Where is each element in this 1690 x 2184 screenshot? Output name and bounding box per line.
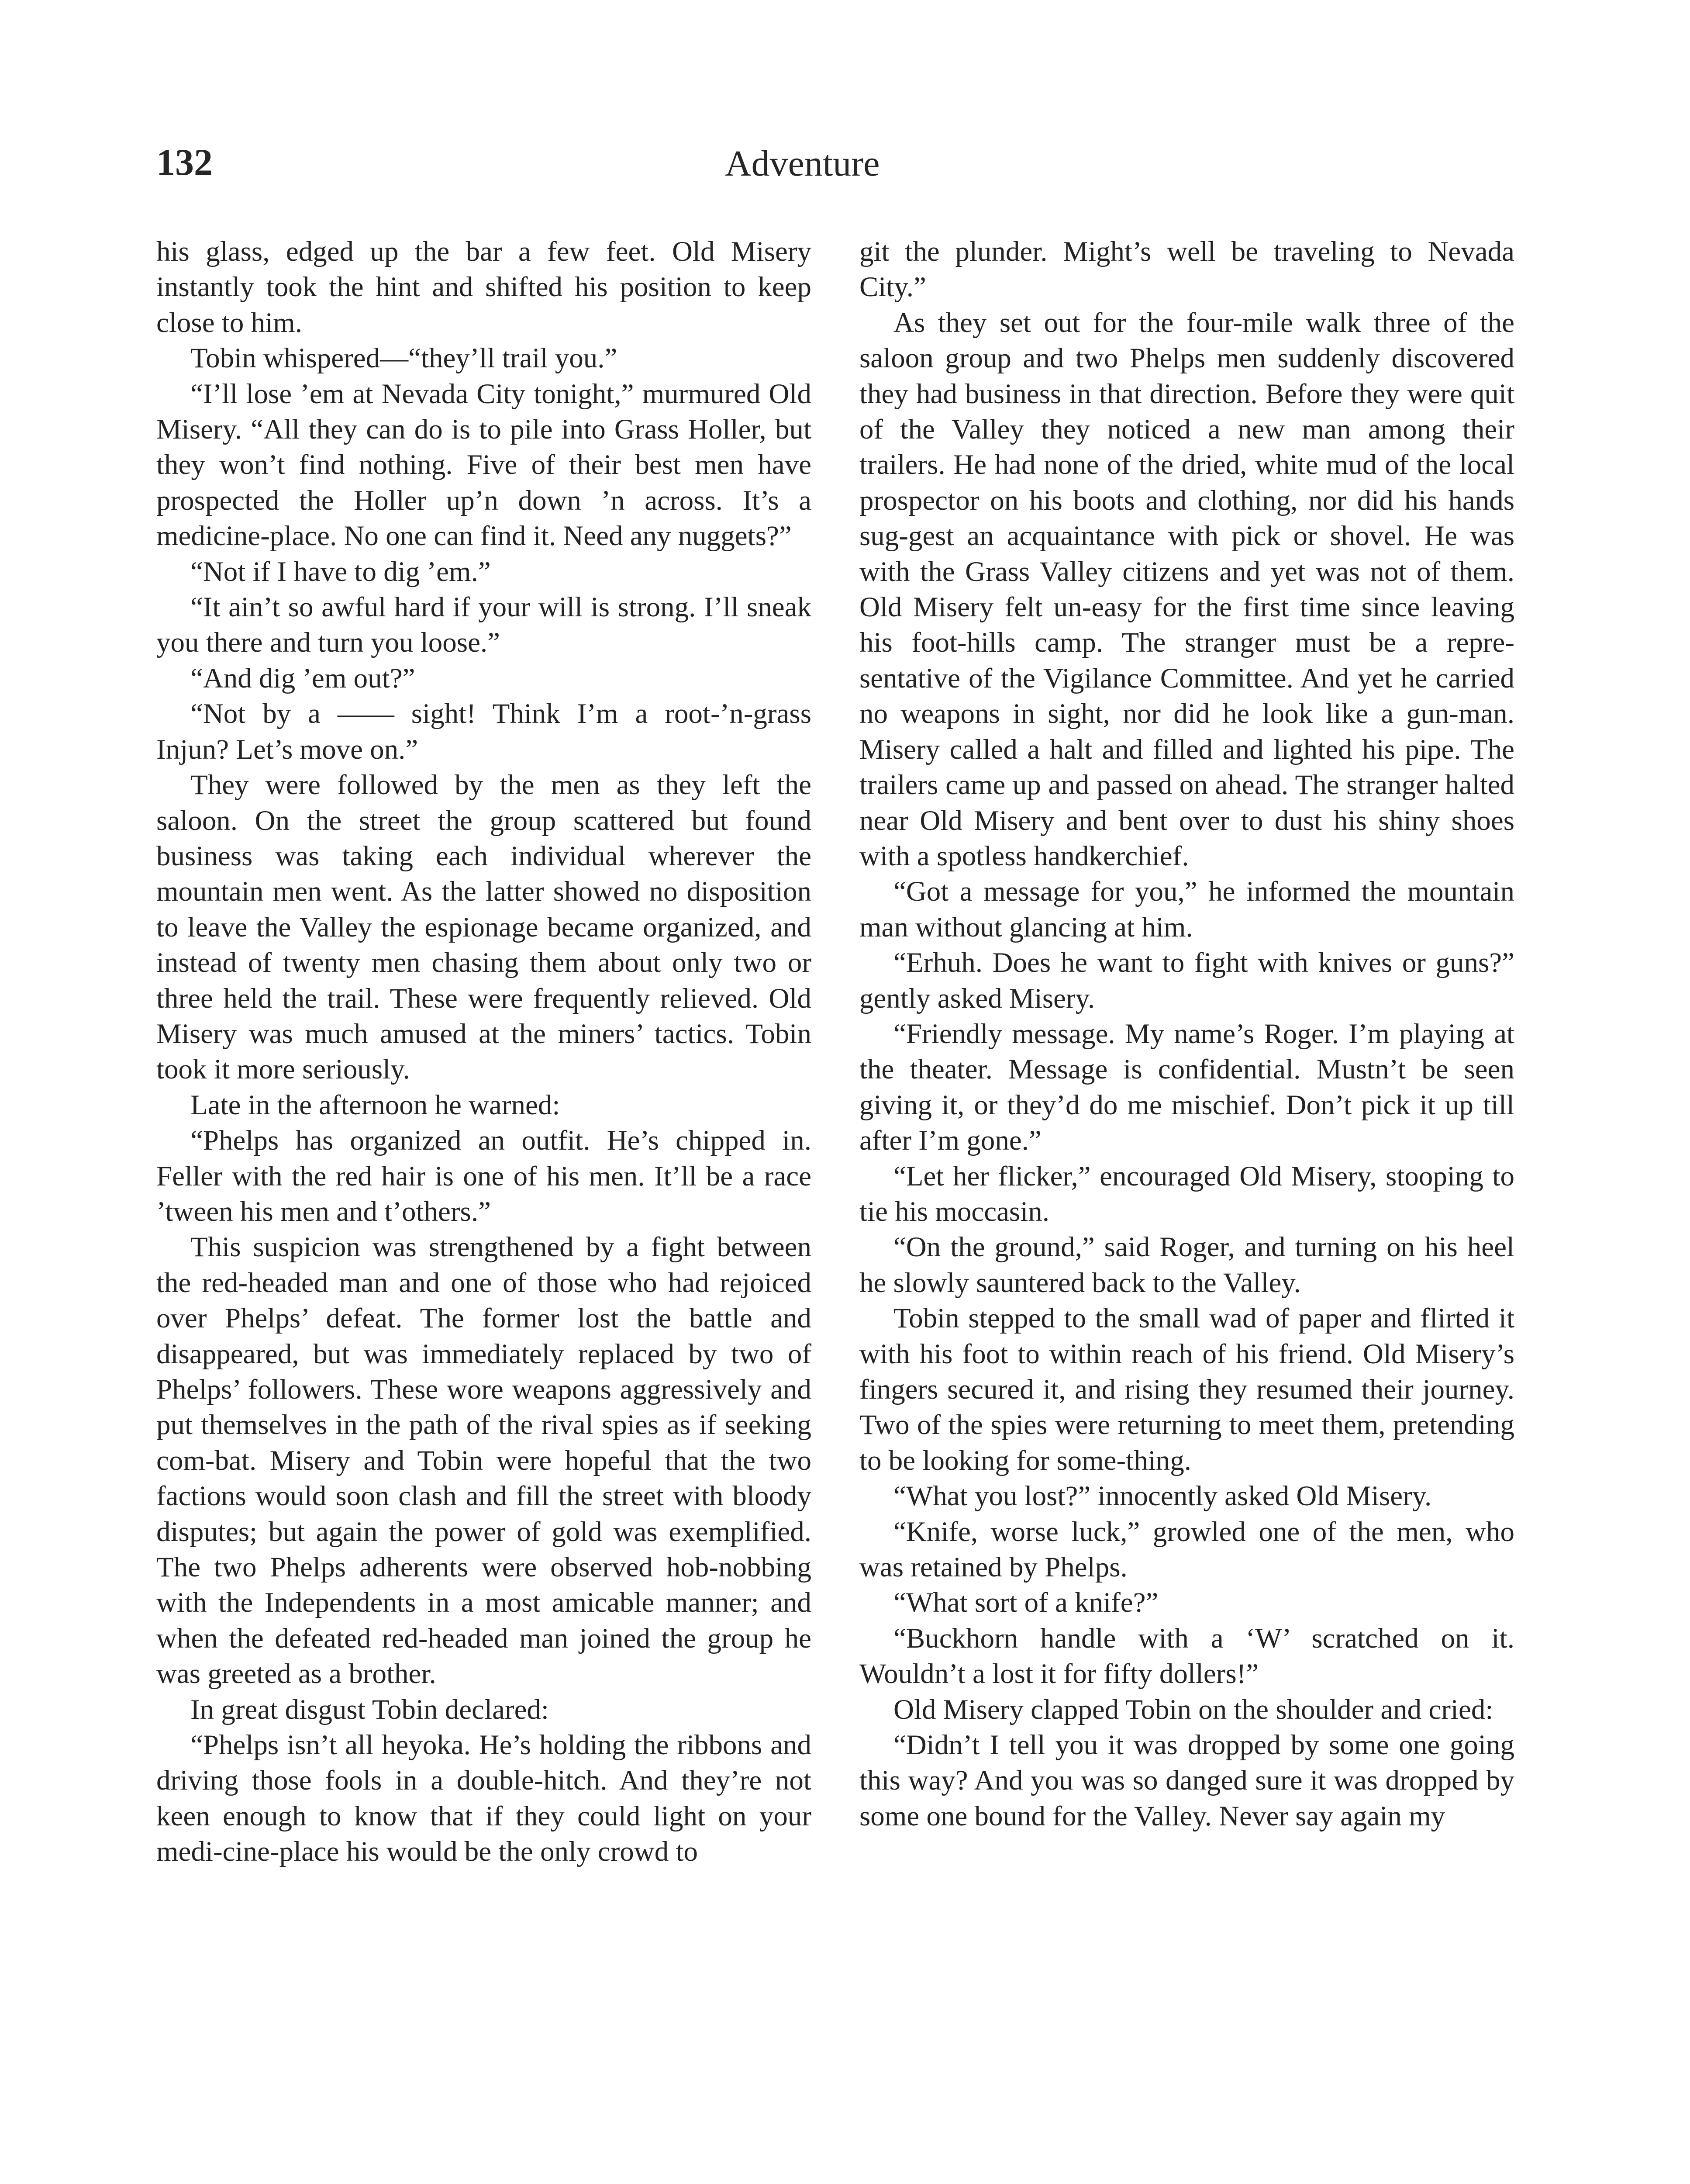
running-title: Adventure — [725, 143, 880, 184]
left-paragraph-7: “Not by a —— sight! Think I’m a root-’n-grass Injun? Let’s move on.” — [156, 698, 811, 765]
left-text-column — [156, 234, 811, 1870]
left-paragraph-12: In great disgust Tobin declared: — [190, 1693, 549, 1725]
right-paragraph-5: “Friendly message. My name’s Roger. I’m playing at the theater. Message is confidential. Mustn’t be seen giving it, or they’d do me mischief. Don’t pick it up till after I’m gone.” — [859, 1018, 1514, 1157]
left-paragraph-2: Tobin whispered—“they’ll trail you.” — [190, 342, 617, 374]
right-paragraph-10: “Knife, worse luck,” growled one of the men, who was retained by Phelps. — [859, 1516, 1514, 1583]
left-paragraph-6: “And dig ’em out?” — [190, 662, 415, 694]
right-paragraph-13: Old Misery clapped Tobin on the shoulder and cried: — [893, 1693, 1493, 1725]
right-paragraph-11: “What sort of a knife?” — [893, 1587, 1159, 1619]
right-paragraph-6: “Let her flicker,” encouraged Old Misery, stooping to tie his moccasin. — [859, 1160, 1514, 1227]
right-paragraph-4: “Erhuh. Does he want to fight with knives or guns?” gently asked Misery. — [859, 947, 1514, 1014]
left-paragraph-3: “I’ll lose ’em at Nevada City tonight,” murmured Old Misery. “All they can do is to pile into Grass Holler, but they won’t find nothing. Five of their best men have prospected the Holler up’n down ’n across. It’s a medicine-place. No one can find it. Need any nuggets?” — [156, 378, 811, 552]
right-paragraph-2: As they set out for the four-mile walk three of the saloon group and two Phelps men suddenly discovered they had business in that direction. Before they were quit of the Valley they noticed a new man among their trailers. He had none of the dried, white mud of the local prospector on his boots and clothing, nor did his hands sug-gest an acquaintance with pick or shovel. He was with the Grass Valley citizens and yet was not of them. Old Misery felt un-easy for the first time since leaving his foot-hills camp. The stranger must be a repre-sentative of the Vigilance Committee. And yet he carried no weapons in sight, nor did he look like a gun-man. Misery called a halt and filled and lighted his pipe. The trailers came up and passed on ahead. The stranger halted near Old Misery and bent over to dust his shiny shoes with a spotless handkerchief. — [859, 307, 1514, 872]
right-paragraph-14: “Didn’t I tell you it was dropped by some one going this way? And you was so danged sure it was dropped by some one bound for the Valley. Never say again my — [859, 1729, 1514, 1832]
right-paragraph-3: “Got a message for you,” he informed the mountain man without glancing at him. — [859, 876, 1514, 943]
left-paragraph-5: “It ain’t so awful hard if your will is strong. I’ll sneak you there and turn you loose.” — [156, 591, 811, 659]
left-paragraph-1: his glass, edged up the bar a few feet. Old Misery instantly took the hint and shifted his position to keep close to him. — [156, 236, 811, 339]
left-paragraph-11: This suspicion was strengthened by a fight between the red-headed man and one of those who had rejoiced over Phelps’ defeat. The former lost the battle and disappeared, but was immediately replaced by two of Phelps’ followers. These wore weapons aggressively and put themselves in the path of the rival spies as if seeking com-bat. Misery and Tobin were hopeful that the two factions would soon clash and fill the street with bloody disputes; but again the power of gold was exemplified. The two Phelps adherents were observed hob-nobbing with the Independents in a most amicable manner; and when the defeated red-headed man joined the group he was greeted as a brother. — [156, 1231, 811, 1690]
left-paragraph-9: Late in the afternoon he warned: — [190, 1089, 560, 1121]
left-paragraph-4: “Not if I have to dig ’em.” — [190, 556, 491, 587]
left-paragraph-13: “Phelps isn’t all heyoka. He’s holding the ribbons and driving those fools in a double-hitch. And they’re not keen enough to know that if they could light on your medi-cine-place his would be the only crowd to — [156, 1729, 811, 1868]
right-paragraph-12: “Buckhorn handle with a ‘W’ scratched on it. Wouldn’t a lost it for fifty dollers!” — [859, 1622, 1514, 1690]
right-text-column — [859, 234, 1514, 1834]
left-paragraph-8: They were followed by the men as they left the saloon. On the street the group scattered but found business was taking each individual wherever the mountain men went. As the latter showed no disposition to leave the Valley the espionage became organized, and instead of twenty men chasing them about only two or three held the trail. These were frequently relieved. Old Misery was much amused at the miners’ tactics. Tobin took it more seriously. — [156, 769, 811, 1085]
right-paragraph-7: “On the ground,” said Roger, and turning on his heel he slowly sauntered back to the Valley. — [859, 1231, 1514, 1299]
page-number: 132 — [156, 141, 213, 183]
left-paragraph-10: “Phelps has organized an outfit. He’s chipped in. Feller with the red hair is one of his men. It’ll be a race ’tween his men and t’others.” — [156, 1125, 811, 1227]
right-paragraph-8: Tobin stepped to the small wad of paper and flirted it with his foot to within reach of his friend. Old Misery’s fingers secured it, and rising they resumed their journey. Two of the spies were returning to meet them, pretending to be looking for some-thing. — [859, 1303, 1514, 1476]
right-paragraph-9: “What you lost?” innocently asked Old Misery. — [893, 1480, 1432, 1512]
right-paragraph-1: git the plunder. Might’s well be traveling to Nevada City.” — [859, 236, 1514, 303]
